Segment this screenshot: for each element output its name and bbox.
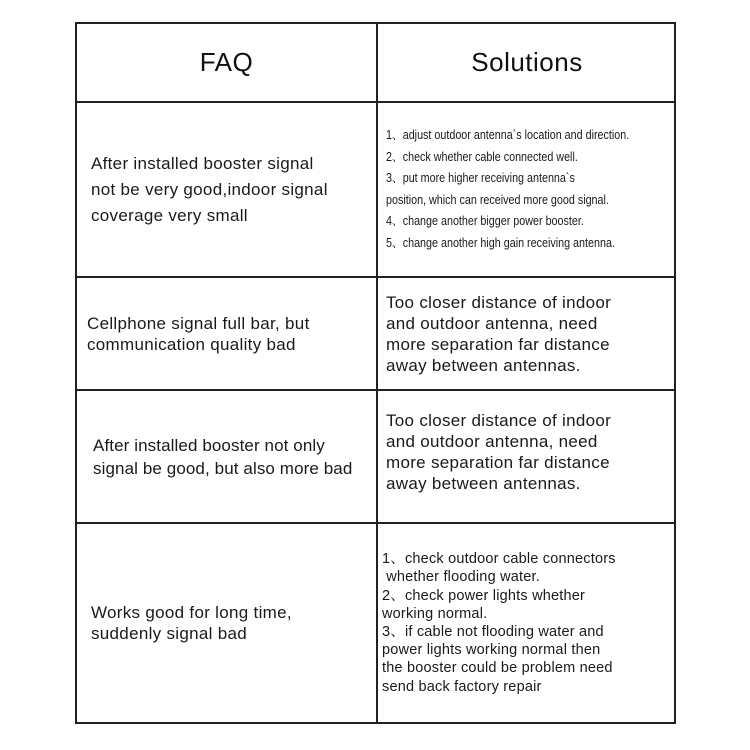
- question-text: [93, 434, 352, 480]
- solution-text: [386, 292, 611, 376]
- header-faq: FAQ: [199, 47, 254, 77]
- question-cell: [87, 278, 376, 389]
- solution-line: 1、check outdoor cable connectors: [382, 551, 616, 568]
- solution-line: power lights working normal then: [382, 642, 601, 659]
- solution-line: and outdoor antenna, need: [386, 313, 598, 333]
- column-divider: [376, 24, 378, 722]
- question-line: suddenly signal bad: [91, 624, 247, 643]
- solution-text: [386, 410, 611, 494]
- question-text: [91, 602, 292, 644]
- solution-line: 2、check power lights whether: [382, 587, 586, 604]
- solution-line: Too closer distance of indoor: [386, 411, 612, 430]
- solution-line: more separation far distance: [386, 453, 610, 472]
- solution-line: whether flooding water.: [382, 569, 540, 586]
- solution-text: [382, 550, 616, 696]
- solution-text: [386, 125, 629, 254]
- solution-line: 4、change another bigger power booster.: [386, 214, 584, 228]
- question-line: After installed booster signal: [91, 153, 314, 173]
- question-cell: [91, 524, 376, 722]
- solution-line: Too closer distance of indoor: [386, 292, 612, 312]
- solution-line: and outdoor antenna, need: [386, 432, 598, 451]
- question-cell: [93, 391, 376, 522]
- solution-line: away between antennas.: [386, 474, 581, 493]
- question-line: Works good for long time,: [91, 603, 292, 622]
- question-text: [87, 313, 310, 355]
- solution-cell: [382, 524, 676, 722]
- question-line: communication quality bad: [87, 334, 296, 354]
- solution-cell: [386, 391, 676, 522]
- solution-line: 1、adjust outdoor antenna`s location and direction.: [386, 128, 630, 142]
- solution-line: 2、check whether cable connected well.: [386, 149, 578, 164]
- header-solutions-cell: [378, 24, 676, 101]
- solution-cell: [386, 103, 676, 276]
- solution-line: the booster could be problem need: [382, 660, 613, 677]
- header-faq-cell: [77, 24, 376, 101]
- question-cell: [91, 103, 376, 276]
- solution-line: send back factory repair: [382, 678, 542, 695]
- solution-line: working normal.: [382, 605, 488, 622]
- solution-cell: [386, 278, 676, 389]
- solution-line: position, which can received more good signal.: [386, 192, 609, 207]
- solution-line: 3、if cable not flooding water and: [382, 624, 604, 640]
- question-text: [91, 151, 328, 229]
- solution-line: more separation far distance: [386, 334, 610, 354]
- question-line: After installed booster not only: [93, 435, 325, 455]
- header-solutions: Solutions: [471, 47, 583, 77]
- question-line: not be very good,indoor signal: [91, 179, 328, 199]
- solution-line: 3、put more higher receiving antenna`s: [386, 171, 575, 185]
- question-line: coverage very small: [91, 205, 248, 225]
- question-line: Cellphone signal full bar, but: [87, 313, 310, 333]
- solution-line: 5、change another high gain receiving antenna.: [386, 235, 615, 250]
- solution-line: away between antennas.: [386, 355, 581, 375]
- faq-table: [75, 22, 676, 724]
- question-line: signal be good, but also more bad: [93, 458, 353, 478]
